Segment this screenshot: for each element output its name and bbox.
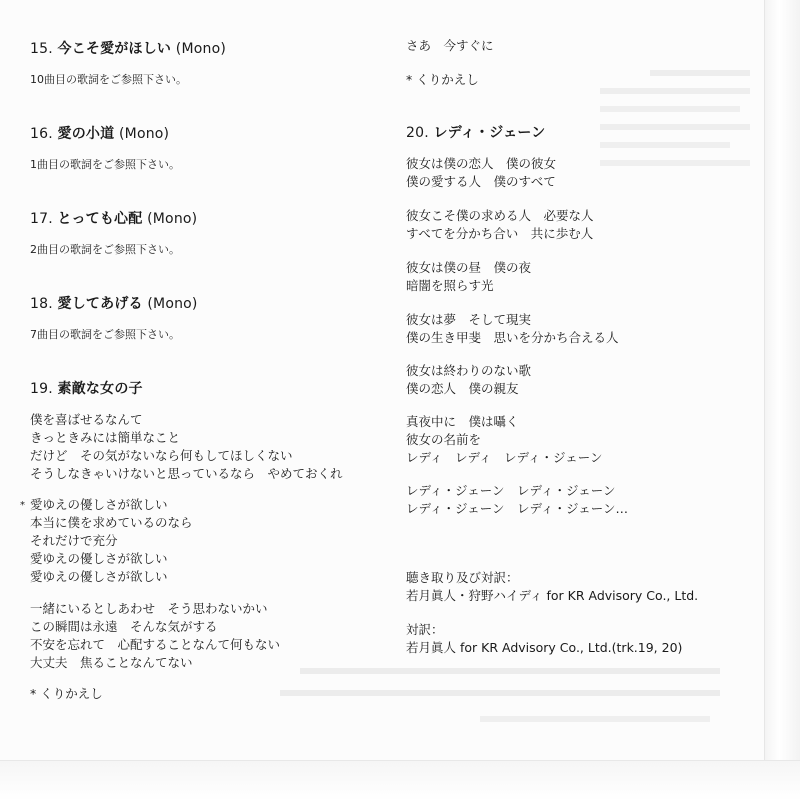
lyric-line: それだけで充分 [30,533,118,548]
lyric-line: レディ・ジェーン レディ・ジェーン [406,483,616,498]
track-name: 素敵な女の子 [57,381,143,397]
track-15-note: 10曲目の歌詞をご参照下さい。 [30,73,187,86]
track-number: 15. [30,41,53,57]
continued-line: さあ 今すぐに [406,38,494,53]
lyric-line: 僕の愛する人 僕のすべて [406,174,556,189]
lyric-line: 僕の恋人 僕の親友 [406,381,519,396]
credit-label: 対訳： [406,622,444,637]
track-name: 愛してあげる [57,296,143,312]
track-19-verse-1 [30,411,343,483]
chorus-marker: * [20,500,25,511]
lyric-line: 一緒にいるとしあわせ そう思わないかい [30,601,268,616]
lyric-line: この瞬間は永遠 そんな気がする [30,619,218,634]
track-20-stanza-7 [406,482,628,518]
track-tag: (Mono) [175,41,227,57]
track-17-title [30,208,197,228]
lyric-line: 真夜中に 僕は囁く [406,414,519,429]
track-20-title [406,122,545,142]
track-19-verse-2 [30,600,280,672]
lyric-line: 愛ゆえの優しさが欲しい [30,497,168,512]
credit-value: 若月眞人 for KR Advisory Co., Ltd.(trk.19, 20) [406,640,683,655]
translation-credit [406,569,698,605]
track-17-note: 2曲目の歌詞をご参照下さい。 [30,243,180,256]
track-18-title [30,293,198,313]
track-19-repeat: * くりかえし [30,686,103,701]
lyric-line: 愛ゆえの優しさが欲しい [30,551,168,566]
track-18-note: 7曲目の歌詞をご参照下さい。 [30,328,180,341]
page-edge-bottom [0,760,800,801]
lyric-line: 彼女は僕の昼 僕の夜 [406,260,532,275]
track-name: レディ・ジェーン [433,125,546,141]
lyric-line: 暗闇を照らす光 [406,278,494,293]
track-20-stanza-6 [406,413,603,467]
lyric-line: レディ・ジェーン レディ・ジェーン… [406,501,629,516]
track-15-title [30,38,226,58]
track-20-stanza-3 [406,259,531,295]
lyric-line: そうしなきゃいけないと思っているなら やめておくれ [30,466,343,481]
track-name: 愛の小道 [57,126,115,142]
track-number: 20. [406,125,429,141]
lyric-line: 彼女の名前を [406,432,482,447]
lyric-line: 彼女こそ僕の求める人 必要な人 [406,208,594,223]
track-16-note: 1曲目の歌詞をご参照下さい。 [30,158,180,171]
lyric-line: 愛ゆえの優しさが欲しい [30,569,168,584]
lyric-line: 僕の生き甲斐 思いを分かち合える人 [406,330,619,345]
track-tag: (Mono) [147,211,198,227]
lyric-line: だけど その気がないなら何もしてほしくない [30,448,293,463]
continued-repeat: * くりかえし [406,72,479,87]
track-19-chorus [20,496,193,586]
lyric-line: 彼女は終わりのない歌 [406,363,532,378]
lyric-line: レディ レディ レディ・ジェーン [406,450,603,465]
lyric-line: 本当に僕を求めているのなら [30,515,193,530]
lyric-line: 不安を忘れて 心配することなんて何もない [30,637,281,652]
lyric-line: 大丈夫 焦ることなんてない [30,655,193,670]
track-number: 19. [30,381,53,397]
credit-label: 聴き取り及び対訳： [406,570,519,585]
track-number: 18. [30,296,53,312]
track-16-title [30,123,169,143]
track-20-stanza-4 [406,311,619,347]
track-20-stanza-1 [406,155,556,191]
taiyaku-credit [406,621,682,657]
track-tag: (Mono) [119,126,170,142]
lyric-line: すべてを分かち合い 共に歩む人 [406,226,594,241]
track-20-stanza-2 [406,207,594,243]
track-number: 16. [30,126,53,142]
track-19-title [30,378,143,398]
page-edge-right [764,0,800,800]
track-number: 17. [30,211,53,227]
track-name: 今こそ愛がほしい [57,41,172,57]
track-tag: (Mono) [147,296,198,312]
lyric-line: 僕を喜ばせるなんて [30,412,143,427]
lyric-line: 彼女は僕の恋人 僕の彼女 [406,156,557,171]
lyric-line: 彼女は夢 そして現実 [406,312,532,327]
track-name: とっても心配 [57,211,143,227]
credit-value: 若月眞人・狩野ハイディ for KR Advisory Co., Ltd. [406,588,699,603]
track-20-stanza-5 [406,362,531,398]
lyric-line: きっときみには簡単なこと [30,430,181,445]
